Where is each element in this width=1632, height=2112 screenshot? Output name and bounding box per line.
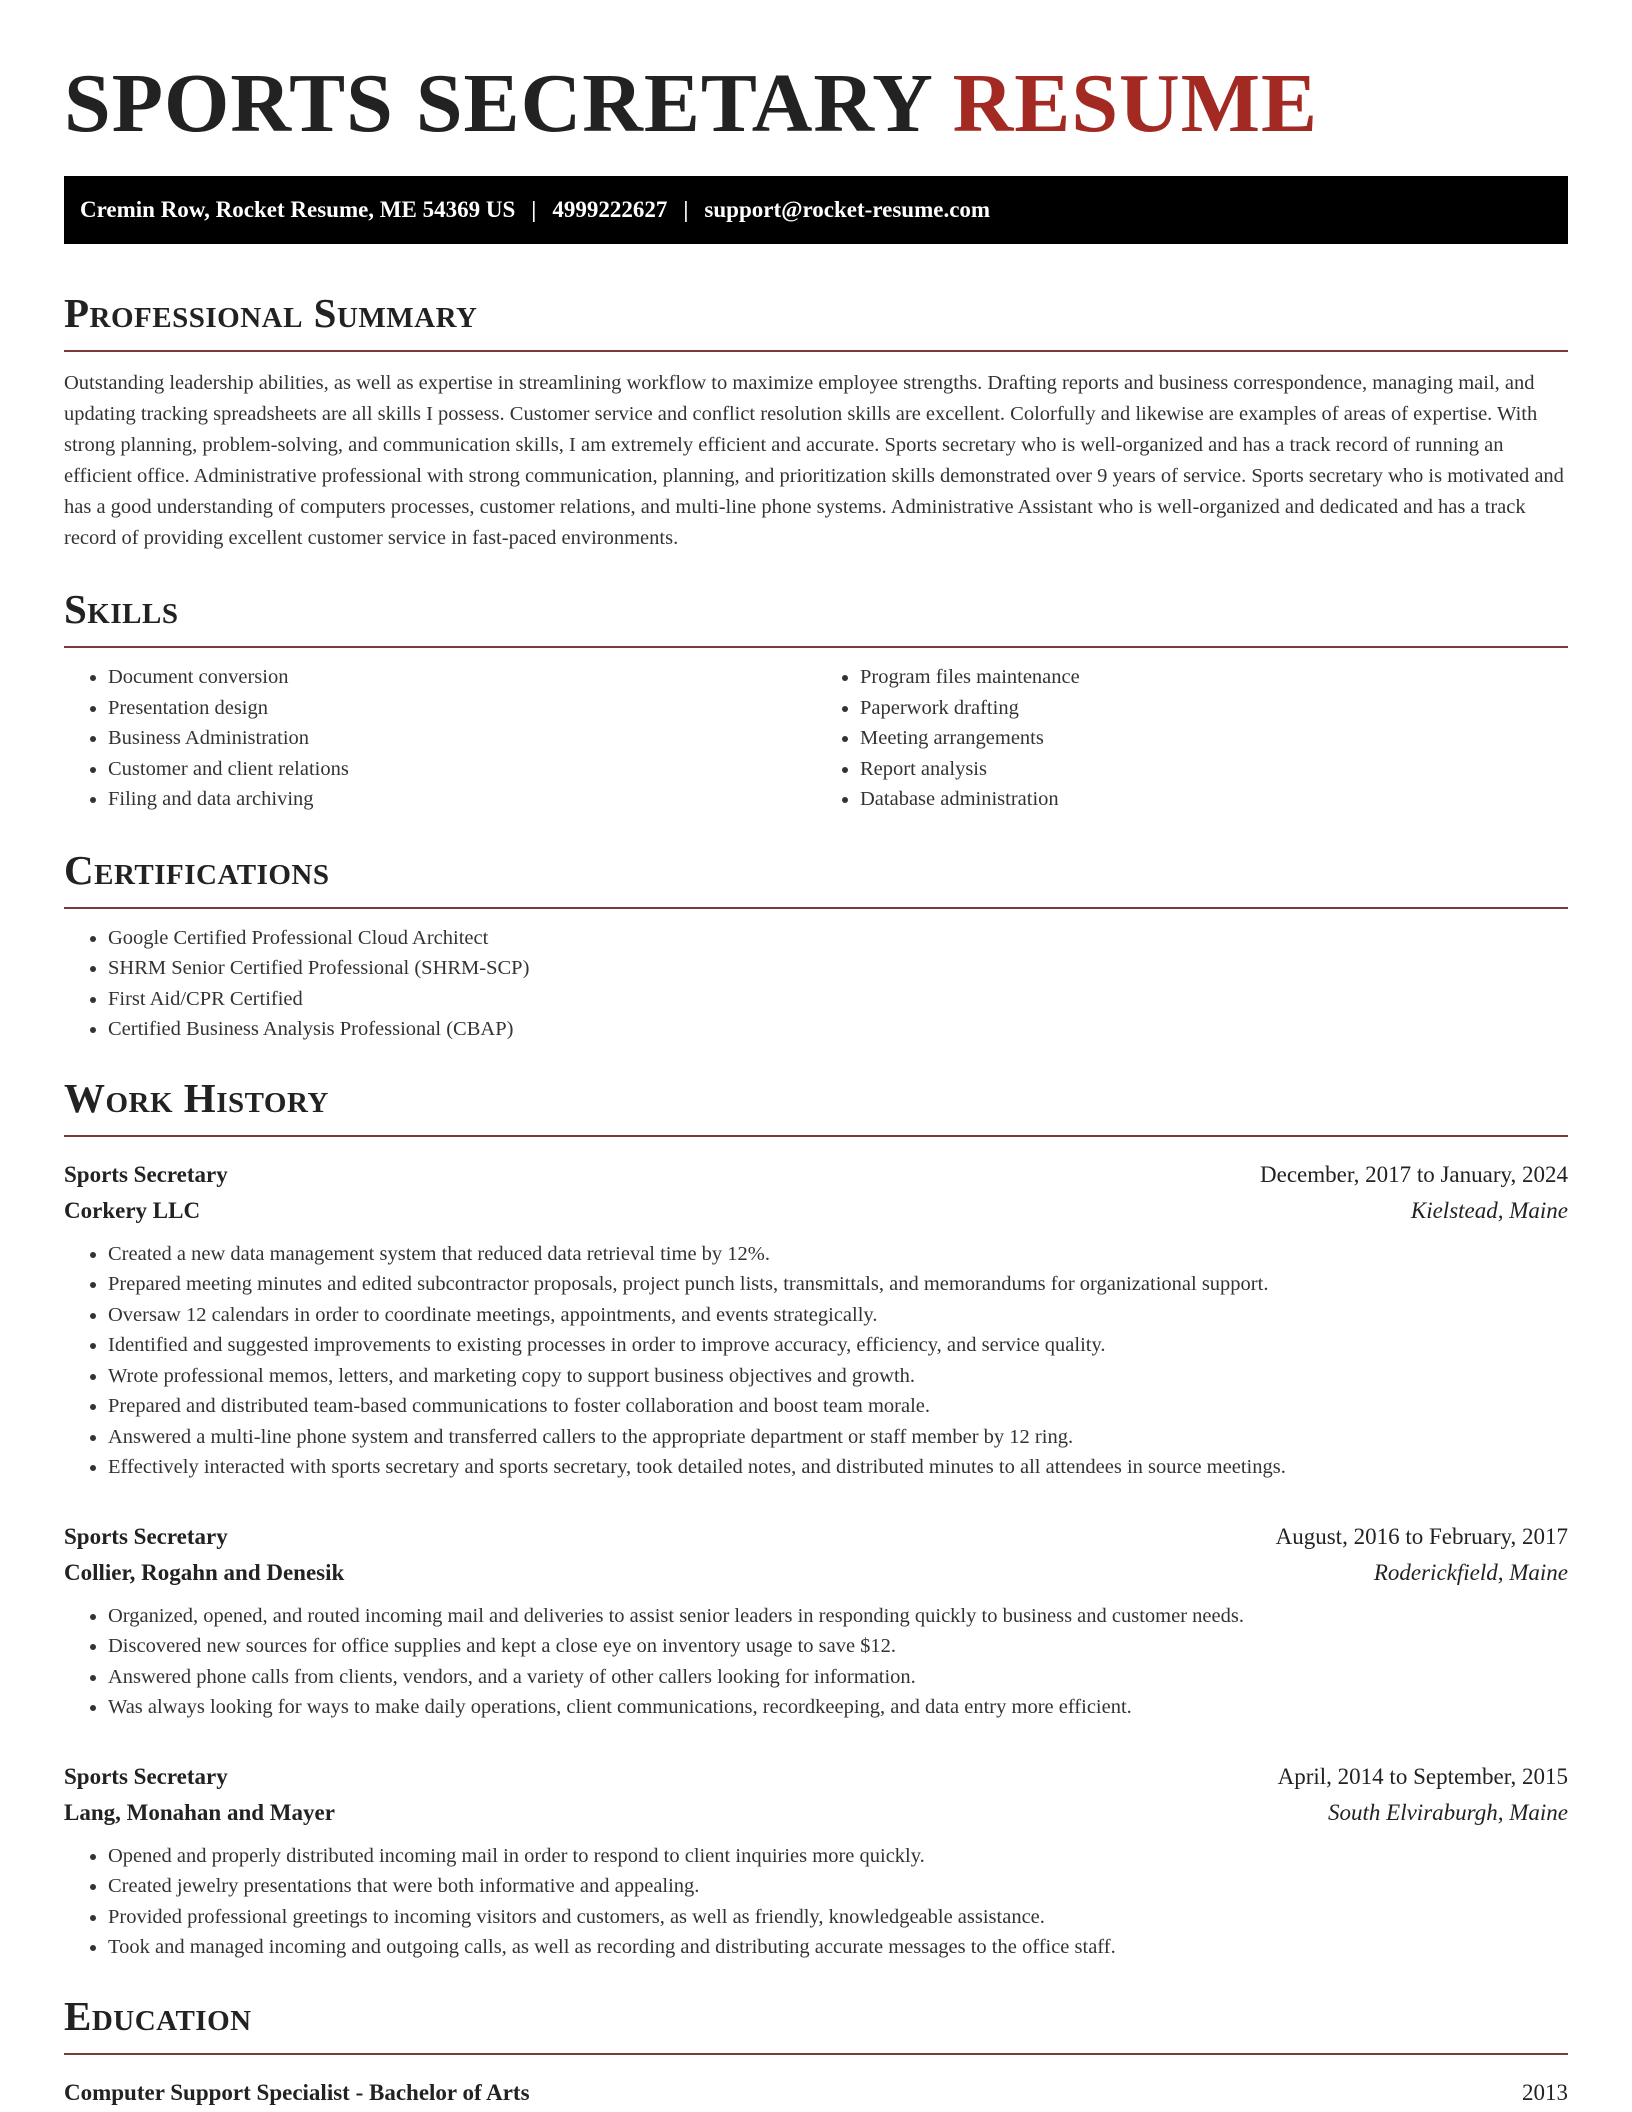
- list-item: • Took and managed incoming and outgoing calls, as well as recording and distributing accurate messages to the office staff.: [108, 1932, 1568, 1963]
- contact-separator: |: [531, 197, 537, 222]
- job-header-row: [64, 1759, 1568, 1795]
- job-location: Roderickfield, Maine: [1373, 1559, 1568, 1585]
- certifications-list: [64, 923, 1568, 1045]
- list-item: • Prepared and distributed team-based communications to foster collaboration and boost team morale.: [108, 1391, 1568, 1422]
- list-item: • Certified Business Analysis Professional (CBAP): [108, 1014, 1568, 1045]
- job-bullets: [64, 1239, 1568, 1483]
- list-item: • Database administration: [860, 784, 1568, 815]
- education-degree: Computer Support Specialist - Bachelor of Arts: [64, 2079, 530, 2105]
- list-item: • Document conversion: [108, 662, 816, 693]
- education-section: [64, 1991, 1568, 2111]
- list-item: • Created a new data management system that reduced data retrieval time by 12%.: [108, 1239, 1568, 1270]
- job-company: Lang, Monahan and Mayer: [64, 1799, 335, 1825]
- skills-list-left: [64, 662, 816, 815]
- skills-grid: [64, 648, 1568, 815]
- skills-list-right: [816, 662, 1568, 815]
- list-item: • Meeting arrangements: [860, 723, 1568, 754]
- skills-heading: Skills: [64, 584, 1568, 648]
- job-title: Sports Secretary: [64, 1523, 228, 1549]
- job-bullets: [64, 1601, 1568, 1723]
- job-company-row: [64, 1555, 1568, 1591]
- list-item: • First Aid/CPR Certified: [108, 984, 1568, 1015]
- list-item: • Answered a multi-line phone system and transferred callers to the appropriate department or staff member by 12 ring.: [108, 1422, 1568, 1453]
- job-entry: [64, 1519, 1568, 1723]
- resume-page: [64, 0, 1568, 2111]
- education-year: 2013: [1522, 2079, 1568, 2105]
- resume-title: [64, 56, 1568, 152]
- job-dates: August, 2016 to February, 2017: [1275, 1523, 1568, 1549]
- list-item: • Organized, opened, and routed incoming mail and deliveries to assist senior leaders in responding quickly to business and customer needs.: [108, 1601, 1568, 1632]
- contact-separator: |: [683, 197, 689, 222]
- list-item: • Opened and properly distributed incoming mail in order to respond to client inquiries more quickly.: [108, 1841, 1568, 1872]
- job-header-row: [64, 1519, 1568, 1555]
- job-company-row: [64, 1795, 1568, 1831]
- certifications-section: [64, 845, 1568, 1045]
- work-history-heading: Work History: [64, 1073, 1568, 1137]
- list-item: • Wrote professional memos, letters, and marketing copy to support business objectives and growth.: [108, 1361, 1568, 1392]
- list-item: • Google Certified Professional Cloud Architect: [108, 923, 1568, 954]
- list-item: • Prepared meeting minutes and edited subcontractor proposals, project punch lists, transmittals, and memorandums for organizational support.: [108, 1269, 1568, 1300]
- list-item: • Discovered new sources for office supplies and kept a close eye on inventory usage to save $12.: [108, 1631, 1568, 1662]
- job-company-row: [64, 1193, 1568, 1229]
- list-item: • Effectively interacted with sports secretary and sports secretary, took detailed notes, and distributed minutes to all attendees in source meetings.: [108, 1452, 1568, 1483]
- job-company: Collier, Rogahn and Denesik: [64, 1559, 345, 1585]
- list-item: • Provided professional greetings to incoming visitors and customers, as well as friendly, knowledgeable assistance.: [108, 1902, 1568, 1933]
- certifications-heading: Certifications: [64, 845, 1568, 909]
- list-item: • SHRM Senior Certified Professional (SHRM-SCP): [108, 953, 1568, 984]
- list-item: • Paperwork drafting: [860, 693, 1568, 724]
- summary-text: Outstanding leadership abilities, as well as expertise in streamlining workflow to maximize employee strengths. Drafting reports and business correspondence, managing mail, and updating tracking spreadsheets are all skills I possess. Customer service and conflict resolution skills are excellent. Colorfully and likewise are examples of areas of expertise. With strong planning, problem-solving, and communication skills, I am extremely efficient and accurate. Sports secretary who is well-organized and has a track record of running an efficient office. Administrative professional with strong communication, planning, and prioritization skills demonstrated over 9 years of service. Sports secretary who is motivated and has a good understanding of computers processes, customer relations, and multi-line phone systems. Administrative Assistant who is well-organized and dedicated and has a track record of providing excellent customer service in fast-paced environments.: [64, 372, 1564, 549]
- list-item: • Created jewelry presentations that were both informative and appealing.: [108, 1871, 1568, 1902]
- title-accent: RESUME: [952, 57, 1319, 150]
- education-heading: Education: [64, 1991, 1568, 2055]
- education-row: [64, 2075, 1568, 2111]
- list-item: • Identified and suggested improvements to existing processes in order to improve accuracy, efficiency, and service quality.: [108, 1330, 1568, 1361]
- list-item: • Customer and client relations: [108, 754, 816, 785]
- title-main: SPORTS SECRETARY: [64, 57, 931, 150]
- job-location: Kielstead, Maine: [1410, 1197, 1568, 1223]
- list-item: • Oversaw 12 calendars in order to coordinate meetings, appointments, and events strategically.: [108, 1300, 1568, 1331]
- job-entry: [64, 1759, 1568, 1963]
- list-item: • Business Administration: [108, 723, 816, 754]
- job-company: Corkery LLC: [64, 1197, 201, 1223]
- job-dates: April, 2014 to September, 2015: [1277, 1763, 1568, 1789]
- list-item: • Answered phone calls from clients, vendors, and a variety of other callers looking for information.: [108, 1662, 1568, 1693]
- contact-bar: [64, 176, 1568, 244]
- job-location: South Elviraburgh, Maine: [1328, 1799, 1568, 1825]
- skills-section: [64, 584, 1568, 815]
- work-history-section: [64, 1073, 1568, 1963]
- job-dates: December, 2017 to January, 2024: [1260, 1161, 1568, 1187]
- contact-address: Cremin Row, Rocket Resume, ME 54369 US: [80, 197, 516, 222]
- contact-email[interactable]: support@rocket-resume.com: [704, 197, 991, 222]
- job-entry: [64, 1157, 1568, 1483]
- list-item: • Report analysis: [860, 754, 1568, 785]
- list-item: • Filing and data archiving: [108, 784, 816, 815]
- list-item: • Presentation design: [108, 693, 816, 724]
- contact-phone[interactable]: 4999222627: [552, 197, 668, 222]
- job-title: Sports Secretary: [64, 1763, 228, 1789]
- summary-heading: Professional Summary: [64, 288, 1568, 352]
- list-item: • Program files maintenance: [860, 662, 1568, 693]
- summary-section: [64, 288, 1568, 554]
- list-item: • Was always looking for ways to make daily operations, client communications, recordkeeping, and data entry more efficient.: [108, 1692, 1568, 1723]
- job-bullets: [64, 1841, 1568, 1963]
- job-title: Sports Secretary: [64, 1161, 228, 1187]
- job-header-row: [64, 1157, 1568, 1193]
